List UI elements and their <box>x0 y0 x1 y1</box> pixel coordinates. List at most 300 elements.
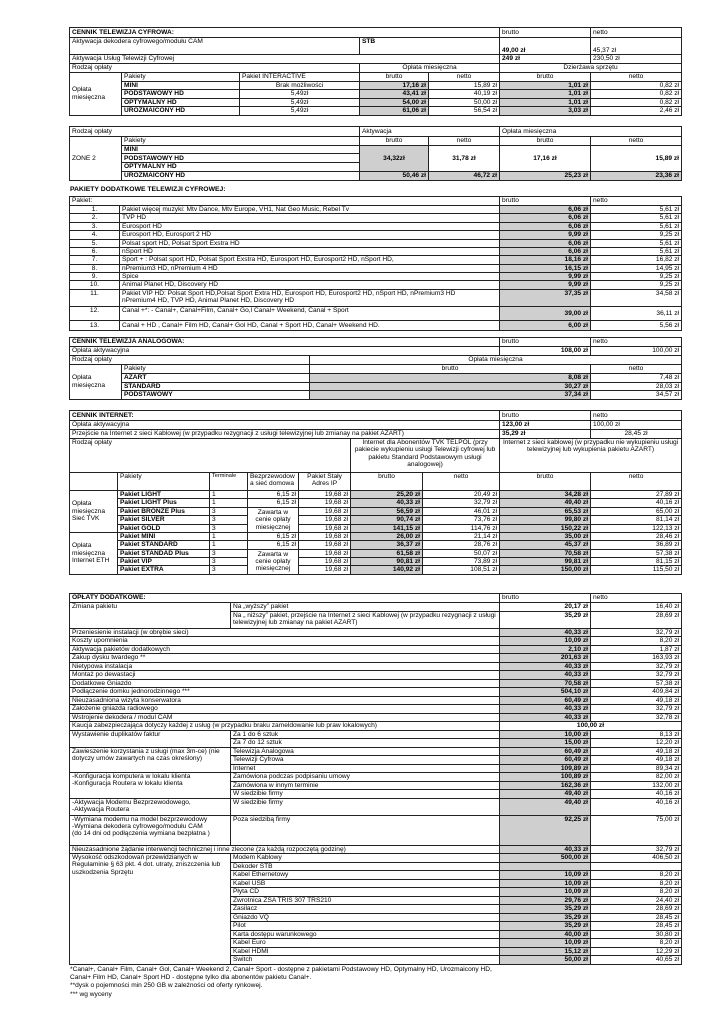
price <box>591 862 682 871</box>
header: brutto <box>500 73 591 82</box>
header: brutto <box>500 197 591 206</box>
price: 35,29 zł <box>500 611 591 628</box>
price: 19,68 zł <box>299 499 351 507</box>
header: netto <box>591 594 682 603</box>
table-row <box>70 222 682 230</box>
pkg-name: Sport + : Polsat sport HD, Polsat Sport Exstra HD, Eurosport HD, Eurosport2 HD, nSport HD, <box>120 256 500 264</box>
price: 26,00 zł <box>351 532 423 540</box>
price: 9,25 zł <box>591 231 682 239</box>
table-row <box>70 391 682 400</box>
header: brutto <box>500 473 591 491</box>
table-row <box>70 264 682 272</box>
row-label: Zmiana pakietu <box>70 603 231 629</box>
price: 9,99 zł <box>500 273 591 281</box>
price: 10,09 zł <box>500 637 591 646</box>
header: Pakiety <box>122 73 240 82</box>
side-label: Opłata miesięczna <box>70 365 122 400</box>
option: Kabel USB <box>231 879 500 888</box>
pkg-name: Pakiet LIGHT <box>118 491 210 499</box>
price: 28,76 zł <box>423 541 500 549</box>
col-netto: netto <box>591 28 682 38</box>
zone-label: ZONE 2 <box>70 137 122 181</box>
price: 1,01 zł <box>500 82 591 90</box>
tv-title: CENNIK TELEWIZJA CYFROWA: <box>70 28 500 38</box>
price: 6,15 zł <box>248 499 299 507</box>
table-row <box>70 507 682 515</box>
footnote: **dysk o pojemności min 250 GB w zależności od oferty rynkowej. <box>70 982 263 990</box>
pkg-name: Pakiet STANDARD <box>118 541 210 549</box>
header: brutto <box>500 411 591 421</box>
price: 60,49 zł <box>500 756 591 765</box>
table-row <box>70 637 682 646</box>
header: Opłata miesięczna <box>500 127 682 137</box>
price: 7,48 zł <box>591 374 682 383</box>
price: 12,20 zł <box>591 739 682 748</box>
pkg-name: nPremium3 HD, nPremium 4 HD <box>120 264 500 272</box>
price: 504,10 zł <box>500 688 591 697</box>
price: 35,29 zł <box>500 430 591 439</box>
option: W siedzibie firmy <box>231 798 500 815</box>
price: 132,00 zł <box>591 781 682 790</box>
price: 60,49 zł <box>500 747 591 756</box>
side-label: Opłata miesięczna Sieć TVK <box>70 491 118 533</box>
table-row <box>70 541 682 549</box>
price: 35,29 zł <box>500 913 591 922</box>
price: 46,01 zł <box>423 507 500 515</box>
price: 73,76 zł <box>423 516 500 524</box>
price: 10,09 zł <box>500 879 591 888</box>
header: Pakiet Stały Adres IP <box>299 473 351 491</box>
price: 100,00 zł <box>500 722 682 731</box>
pkg-name: Spice <box>120 273 500 281</box>
price: 23,36 zł <box>591 171 682 180</box>
value: 3 <box>210 524 248 532</box>
table-row <box>70 662 682 671</box>
pkg-name: Pakiet VIP HD: Polsat Sport HD,Polsat Sport Extra HD, Eurosport HD, Eurosport2 HD, nSport HD, nPremium3 HD nPremium4 HD, TVP HD, Animal Planet HD, Discovery HD <box>120 289 500 306</box>
table-row <box>70 679 682 688</box>
pkg-name: Pakiet więcej muzyki: Mtv Dance, Mtv Europe, VH1, Nat Geo Music, Rebel Tv <box>120 206 500 214</box>
price: 6,06 zł <box>500 222 591 230</box>
price: 50,46 zł <box>360 171 429 180</box>
price: 19,68 zł <box>299 524 351 532</box>
pkg-name: STANDARD <box>122 382 310 391</box>
extra-title: OPŁATY DODATKOWE: <box>70 594 500 603</box>
price: 61,58 zł <box>351 549 423 557</box>
price: 31,78 zł <box>429 146 500 172</box>
footnote: *** wg wyceny <box>70 990 112 998</box>
price: 28,03 zł <box>591 382 682 391</box>
row-label: Podłączenie domku jednorodzinnego *** <box>70 688 500 697</box>
price: 17,16 zł <box>360 82 429 90</box>
price: 73,89 zł <box>423 558 500 566</box>
option: Modem Kablowy <box>231 854 500 863</box>
pkg-name: Pakiet GOLD <box>118 524 210 532</box>
price: 15,89 zł <box>429 82 500 90</box>
price: 61,06 zł <box>360 107 429 115</box>
price: 49,18 zł <box>591 747 682 756</box>
row-label: Dodatkowe Gniazdo <box>70 679 500 688</box>
table-row <box>70 645 682 654</box>
option: Telewizja Analogowa <box>231 747 500 756</box>
row-label: Opłata aktywacyjna <box>70 421 500 430</box>
price: 8,20 zł <box>591 939 682 948</box>
price: 9,25 zł <box>591 281 682 289</box>
row-no: 13. <box>70 320 120 330</box>
price: 2,46 zł <box>591 107 682 115</box>
price: 30,80 zł <box>591 930 682 939</box>
price: 24,40 zł <box>591 896 682 905</box>
row-label: Wysokość odszkodowań przewidzianych w Regulaminie § 63 pkt. 4 dot. utraty, zniszczenia lub uszkodzenia Sprzętu <box>70 854 231 965</box>
option: W siedzibie firmy <box>231 790 500 799</box>
row-label: Nieuzasadnione żądanie interwencji technicznej i inne zlecone (za każdą rozpoczętą godzinę) <box>70 845 500 854</box>
price: 150,00 zł <box>500 566 591 574</box>
header: Aktywacja <box>360 127 500 137</box>
pkg-name: Canal +*: - Canal+, Canal+Film, Canal+ Go,l Canal+ Weekend, Canal + Sport <box>120 306 500 320</box>
price: 36,89 zł <box>591 541 682 549</box>
price: 34,32zł <box>360 146 429 172</box>
price: 6,06 zł <box>500 206 591 214</box>
price: 37,35 zł <box>500 289 591 306</box>
header: brutto <box>500 137 591 146</box>
table-row <box>70 705 682 714</box>
price: 82,00 zł <box>591 773 682 782</box>
price: 56,54 zł <box>429 107 500 115</box>
price: 409,84 zł <box>591 688 682 697</box>
price: 32,79 zł <box>591 628 682 637</box>
row-label: Przeniesienie instalacji (w obrębie sieci) <box>70 628 500 637</box>
price: 10,00 zł <box>500 730 591 739</box>
price: 10,09 zł <box>500 888 591 897</box>
price: 108,00 zł <box>500 347 591 356</box>
table-row <box>70 273 682 281</box>
price: 40,33 zł <box>500 628 591 637</box>
price: 15,12 zł <box>500 947 591 956</box>
price: 40,16 zł <box>591 499 682 507</box>
price: 18,16 zł <box>500 256 591 264</box>
header: Opłata miesięczna <box>360 64 500 73</box>
pkg-name: MINI <box>122 82 240 90</box>
pkg-name: UROZMAICONY HD <box>122 171 360 180</box>
price: 9,25 zł <box>591 273 682 281</box>
price: 28,45 zł <box>591 922 682 931</box>
row-no: 3. <box>70 222 120 230</box>
row-no: 12. <box>70 306 120 320</box>
table-row <box>70 82 682 90</box>
price: 15,89 zł <box>591 146 682 172</box>
header: Pakiety <box>118 473 210 491</box>
price: 46,72 zł <box>429 171 500 180</box>
row-no: 1. <box>70 206 120 214</box>
price: 90,81 zł <box>351 558 423 566</box>
pkg-name: Pakiet BRONZE Plus <box>118 507 210 515</box>
pkg-name: Pakiet EXTRA <box>118 566 210 574</box>
header: Opłata miesięczna <box>310 356 682 365</box>
row-label: -Aktywacja Modemu Bezprzewodowego, -Aktywacja Routera <box>70 798 231 815</box>
stb-label: STB <box>360 38 500 55</box>
price: 5,61 zł <box>591 206 682 214</box>
side-label: Opłata miesięczna <box>70 73 122 116</box>
option: Poza siedzibą firmy <box>231 815 500 845</box>
value: 5,49zł <box>240 107 360 115</box>
table-row <box>70 281 682 289</box>
price: 92,25 zł <box>500 815 591 845</box>
price: 19,68 zł <box>299 491 351 499</box>
price: 5,56 zł <box>591 320 682 330</box>
price: 8,20 zł <box>591 871 682 880</box>
option: Za 1 do 6 sztuk <box>231 730 500 739</box>
table-row <box>70 98 682 106</box>
row-no: 7. <box>70 256 120 264</box>
option: Kabel HDMI <box>231 947 500 956</box>
price: 32,78 zł <box>591 713 682 722</box>
row-label: Wstrojenie dekodera / modul CAM <box>70 713 500 722</box>
price: 201,63 zł <box>500 654 591 663</box>
table-row <box>70 206 682 214</box>
table-row <box>70 696 682 705</box>
table-row <box>70 558 682 566</box>
price: 19,68 zł <box>299 566 351 574</box>
price: 56,59 zł <box>351 507 423 515</box>
rodzaj-label: Rodzaj opłaty <box>70 439 351 473</box>
price: 5,61 zł <box>591 247 682 255</box>
option: Gniazdo VQ <box>231 913 500 922</box>
price: 81,15 zł <box>591 558 682 566</box>
price: 32,79 zł <box>591 671 682 680</box>
price: 6,15 zł <box>248 532 299 540</box>
pkg-name: Pakiet MINI <box>118 532 210 540</box>
price: 14,95 zł <box>591 264 682 272</box>
zone2-table <box>69 126 682 181</box>
included-note: Zawarta w cenie opłaty miesięcznej <box>248 549 299 574</box>
price: 100,89 zł <box>500 773 591 782</box>
price: 5,61 zł <box>591 222 682 230</box>
price: 150,22 zł <box>500 524 591 532</box>
price: 15,00 zł <box>500 739 591 748</box>
header: brutto <box>360 137 429 146</box>
price: 36,37 zł <box>351 541 423 549</box>
row-no: 9. <box>70 273 120 281</box>
price: 28,69 zł <box>591 611 682 628</box>
pkg-name: UROZMAICONY HD <box>122 107 240 115</box>
price: 39,00 zł <box>500 306 591 320</box>
price: 34,28 zł <box>500 491 591 499</box>
price: 2,10 zł <box>500 645 591 654</box>
option: Kabel Euro <box>231 939 500 948</box>
price: 60,49 zł <box>500 696 591 705</box>
table-row <box>70 532 682 540</box>
price: 6,15 zł <box>248 491 299 499</box>
header: netto <box>591 137 682 146</box>
price: 9,99 zł <box>500 281 591 289</box>
pkg-name: MINI <box>122 146 360 154</box>
row-label: Aktywacja dekodera cyfrowego/modułu CAM <box>70 38 360 55</box>
price: 19,68 zł <box>299 549 351 557</box>
price: 8,08 zł <box>310 374 591 383</box>
header: Pakiety <box>122 365 310 374</box>
price: 28,69 zł <box>591 905 682 914</box>
price: 6,06 zł <box>500 239 591 247</box>
value: 3 <box>210 507 248 515</box>
price: 19,68 zł <box>299 507 351 515</box>
row-label: Zawieszenie korzystania z usługi (max 3m-ce) (nie dotyczy umów zawartych na czas określony) <box>70 747 231 773</box>
price: 49,00 zł <box>500 38 591 55</box>
pkg-name: PODSTAWOWY HD <box>122 154 360 163</box>
option: Na „wyższy” pakiet <box>231 603 500 612</box>
row-label: Koszty upomnienia <box>70 637 500 646</box>
header: netto <box>591 338 682 347</box>
price: 100,00 zł <box>591 347 682 356</box>
side-label: Opłata miesięczna Internet ETH <box>70 532 118 574</box>
price: 100,00 zł <box>591 421 682 430</box>
value: Brak możliwości <box>240 82 360 90</box>
pkg-name: TVP HD <box>120 214 500 222</box>
header: netto <box>591 73 682 82</box>
price: 27,89 zł <box>591 491 682 499</box>
table-row <box>70 320 682 330</box>
price: 49,18 zł <box>591 696 682 705</box>
option: Zwrotnica ZSA TRIS 307 TRS210 <box>231 896 500 905</box>
price: 70,58 zł <box>500 679 591 688</box>
header: Bezprzewodow a sieć domowa <box>248 473 299 491</box>
row-label: Przejście na Internet z sieci Kablowej (w przypadku rezygnacji z usługi telewizyjnej lub zmianay na pakiet AZART) <box>70 430 500 439</box>
table-row <box>70 549 682 557</box>
price: 1,87 zł <box>591 645 682 654</box>
option: Pilot <box>231 922 500 931</box>
row-no: 11. <box>70 289 120 306</box>
value: 5,49zł <box>240 98 360 106</box>
price: 90,74 zł <box>351 516 423 524</box>
row-no: 2. <box>70 214 120 222</box>
price: 28,45 zł <box>591 430 682 439</box>
row-label: Założenie gniazda radiowego <box>70 705 500 714</box>
value: 1 <box>210 499 248 507</box>
price: 57,38 zł <box>591 679 682 688</box>
row-no: 10. <box>70 281 120 289</box>
price: 3,03 zł <box>500 107 591 115</box>
header: netto <box>429 137 500 146</box>
table-row <box>70 491 682 499</box>
value: 1 <box>210 541 248 549</box>
price: 40,19 zł <box>429 90 500 98</box>
header: brutto <box>500 594 591 603</box>
price: 25,23 zł <box>500 171 591 180</box>
option: Telewizji Cyfrowa <box>231 756 500 765</box>
price: 8,20 zł <box>591 888 682 897</box>
table-row <box>70 214 682 222</box>
header: netto <box>591 473 682 491</box>
pkg-name: Pakiet LIGHT Plus <box>118 499 210 507</box>
table-row <box>70 382 682 391</box>
price: 0,82 zł <box>591 98 682 106</box>
row-label: Zakup dysku twardego ** <box>70 654 500 663</box>
table-row <box>70 289 682 306</box>
price: 5,61 zł <box>591 214 682 222</box>
price: 28,46 zł <box>591 532 682 540</box>
price: 230,50 zł <box>591 55 682 64</box>
footnote: Canal+ Film HD, Canal+ Sport HD - dostępne tylko dla abonentów pakietu Canal+. <box>70 974 312 982</box>
option: Zamówiona podczas podpisaniu umowy <box>231 773 500 782</box>
price: 9,99 zł <box>500 231 591 239</box>
price: 65,00 zł <box>591 507 682 515</box>
price: 49,40 zł <box>500 798 591 815</box>
price: 12,29 zł <box>591 947 682 956</box>
header: Pakiet: <box>70 197 500 206</box>
value: 1 <box>210 532 248 540</box>
row-label: Aktywacja Usług Telewizji Cyfrowej <box>70 55 500 64</box>
price: 45,37 zł <box>500 541 591 549</box>
table-row <box>70 628 682 637</box>
price: 16,15 zł <box>500 264 591 272</box>
table-row <box>70 566 682 574</box>
header: Terminale <box>210 473 248 491</box>
row-label: Nieuzasadniona wizyta konserwatora <box>70 696 500 705</box>
rodzaj-label: Rodzaj opłaty <box>70 64 360 73</box>
table-row <box>70 688 682 697</box>
price: 20,17 zł <box>500 603 591 612</box>
price: 40,33 zł <box>500 671 591 680</box>
col-brutto: brutto <box>500 28 591 38</box>
price: 45,37 zł <box>591 38 682 55</box>
pkg-name: PODSTAWOWY <box>122 391 310 400</box>
price: 25,20 zł <box>351 491 423 499</box>
pkg-name: PODSTAWOWY HD <box>122 90 240 98</box>
table-row <box>70 231 682 239</box>
table-row <box>70 654 682 663</box>
price: 5,61 zł <box>591 239 682 247</box>
internet-table <box>69 410 682 575</box>
header: Pakiety <box>122 137 360 146</box>
price: 0,82 zł <box>591 82 682 90</box>
price: 19,68 zł <box>299 516 351 524</box>
price: 28,45 zł <box>591 913 682 922</box>
price: 114,76 zł <box>423 524 500 532</box>
price: 81,14 zł <box>591 516 682 524</box>
price: 40,33 zł <box>351 499 423 507</box>
value: 3 <box>210 549 248 557</box>
row-no: 5. <box>70 239 120 247</box>
tv-price-table <box>69 27 682 116</box>
price: 19,68 zł <box>299 532 351 540</box>
footnote: *Canal+, Canal+ Film, Canal+ Gol, Canal+ Weekend 2, Canal+ Sport - dostępne z pakietami Podstawowy HD, Optymalny HD, Urozmaicony HD, <box>70 966 492 973</box>
price: 19,68 zł <box>299 541 351 549</box>
value: 3 <box>210 516 248 524</box>
price: 1,01 zł <box>500 90 591 98</box>
price: 89,34 zł <box>591 764 682 773</box>
row-no: 8. <box>70 264 120 272</box>
price: 115,50 zł <box>591 566 682 574</box>
extra-fees-table <box>69 593 682 965</box>
option: Karta dostępu warunkowego <box>231 930 500 939</box>
price: 40,00 zł <box>500 930 591 939</box>
price: 40,16 zł <box>591 790 682 799</box>
header: brutto <box>351 473 423 491</box>
pkg-name: Eurosport HD <box>120 222 500 230</box>
row-label: -Konfiguracja komputera w lokalu klienta -Konfiguracja Routera w lokalu klienta <box>70 773 231 799</box>
price: 37,34 zł <box>310 391 591 400</box>
row-no: 4. <box>70 231 120 239</box>
price <box>500 862 591 871</box>
pkg-name: Animal Planet HD, Discovery HD <box>120 281 500 289</box>
header: netto <box>591 365 682 374</box>
table-row <box>70 256 682 264</box>
price: 141,15 zł <box>351 524 423 532</box>
price: 32,79 zł <box>591 705 682 714</box>
price: 70,58 zł <box>500 549 591 557</box>
header: brutto <box>310 365 591 374</box>
row-no: 6. <box>70 247 120 255</box>
pkg-name: OPTYMALNY HD <box>122 163 360 171</box>
price: 8,20 zł <box>591 879 682 888</box>
